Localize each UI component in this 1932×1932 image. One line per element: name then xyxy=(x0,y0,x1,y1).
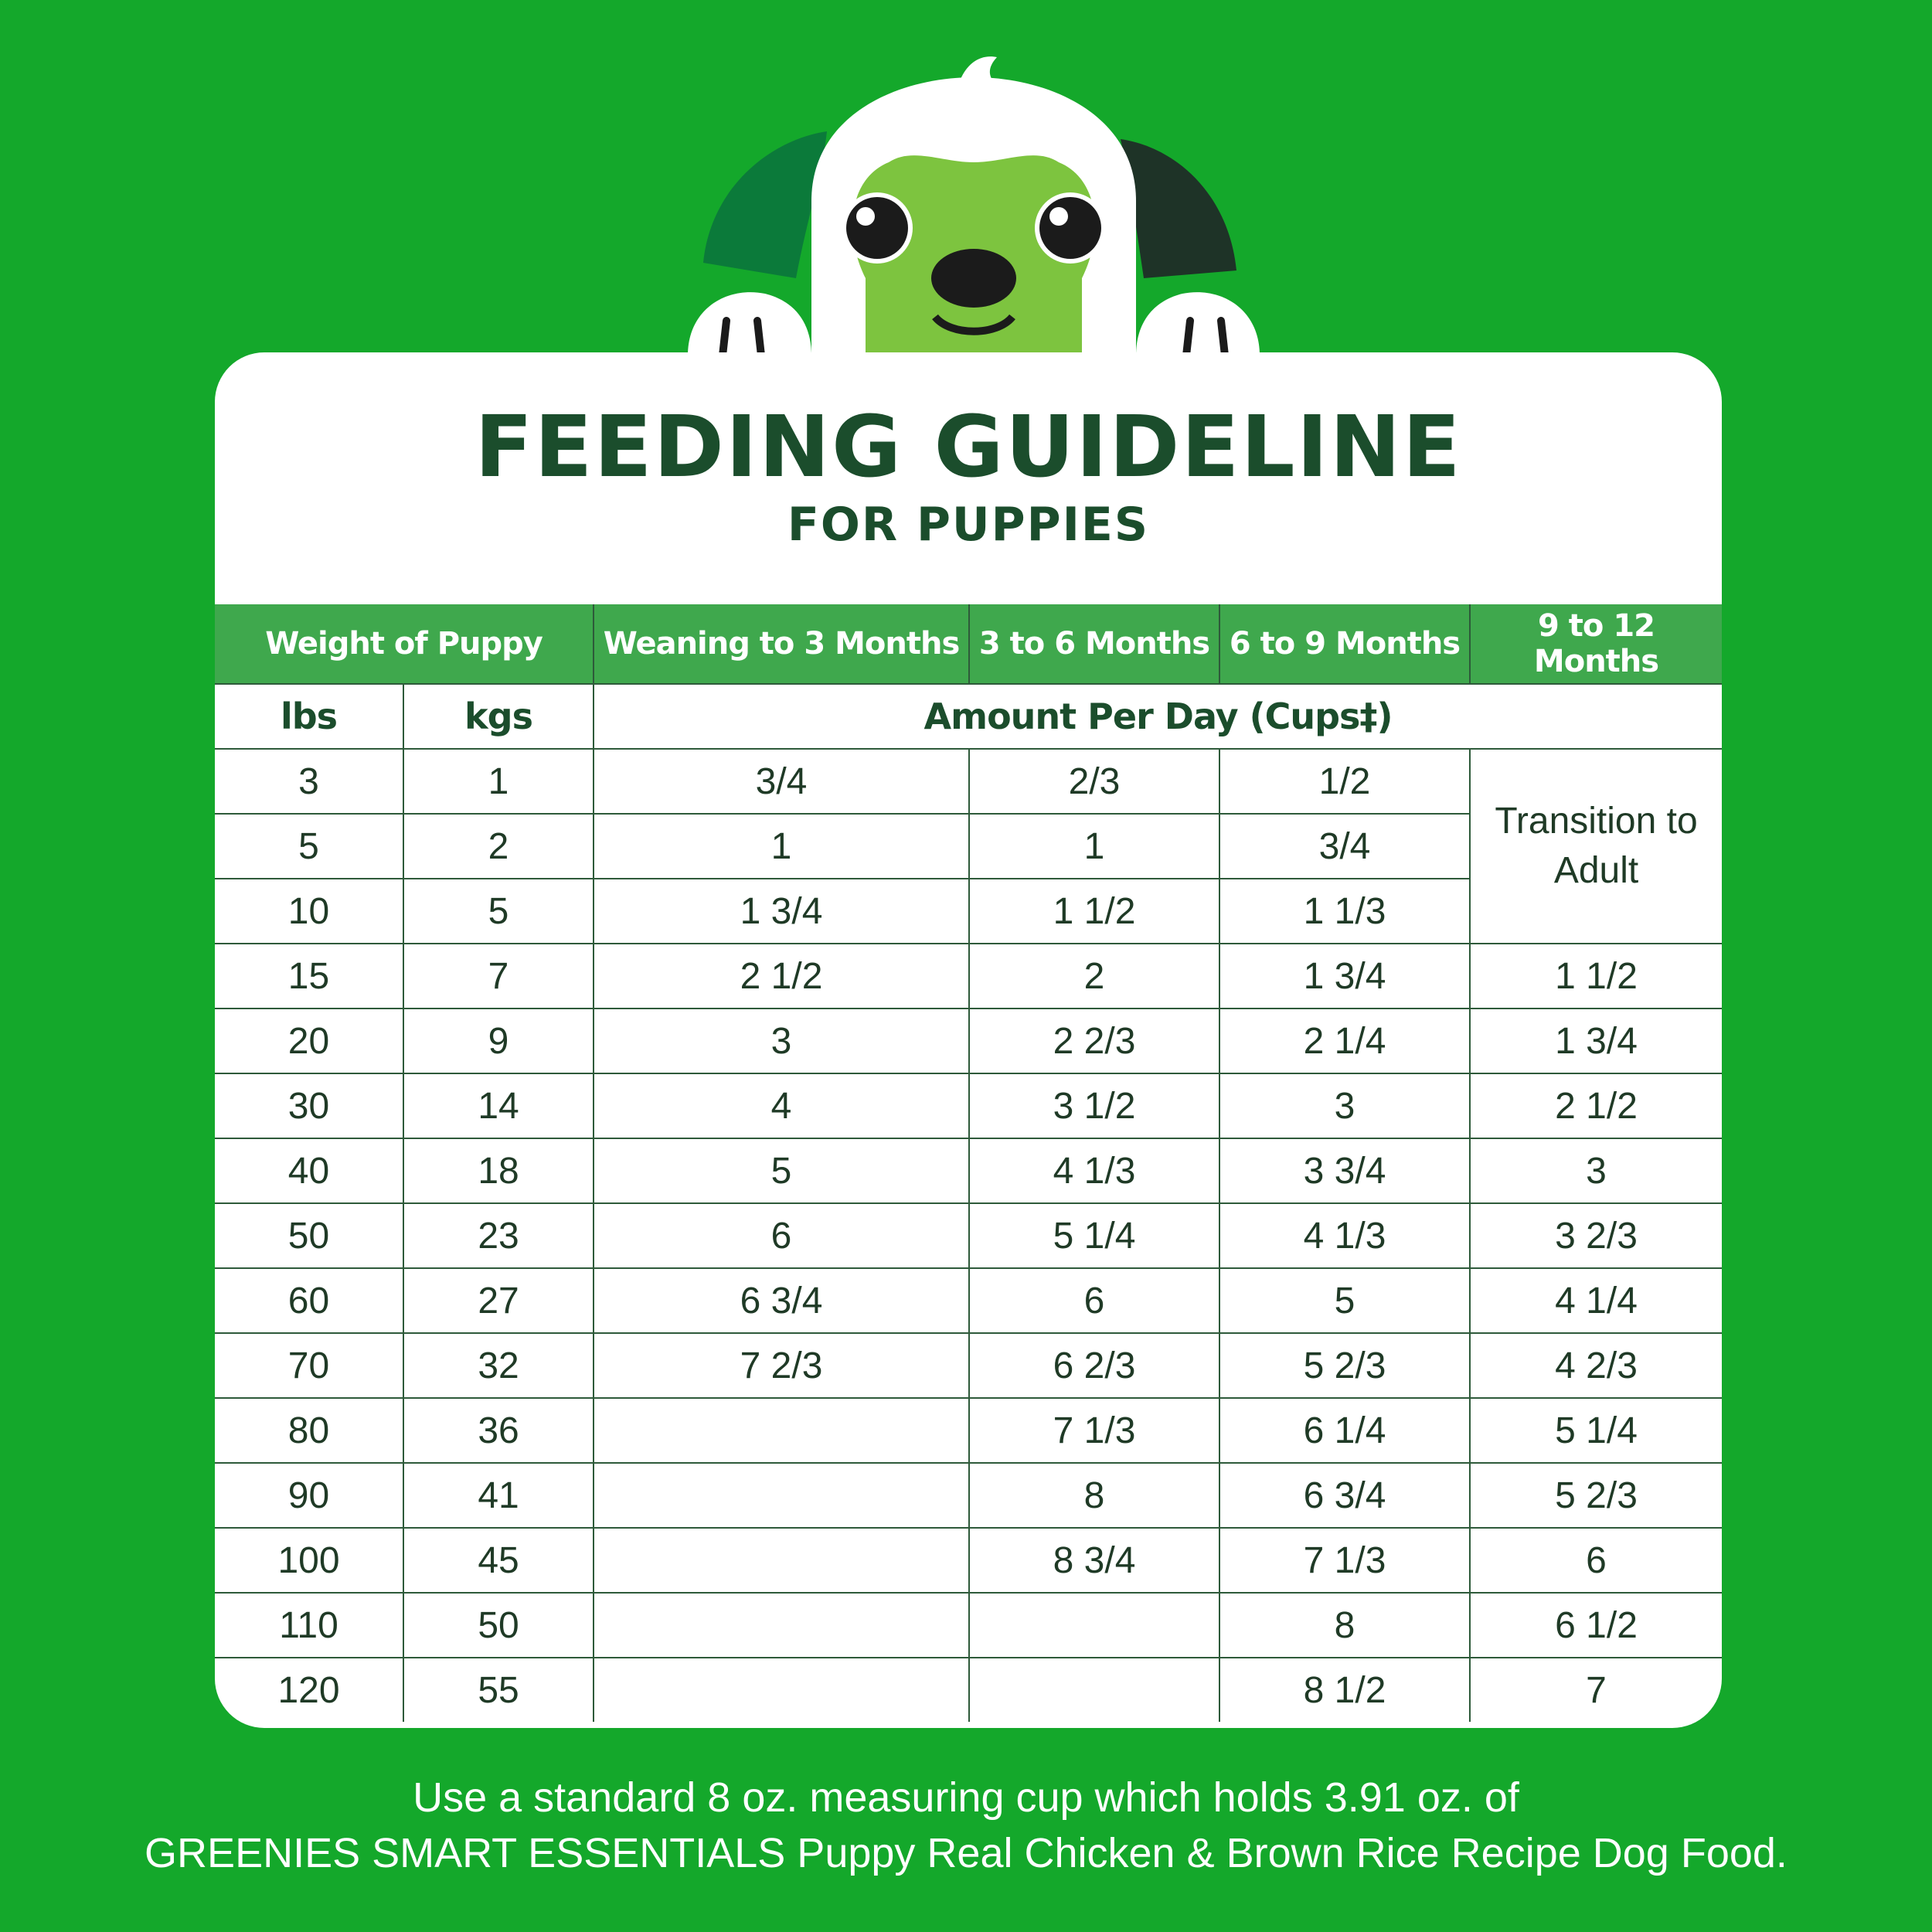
weaning-cell: 1 3/4 xyxy=(594,879,969,944)
m6-9-cell: 6 3/4 xyxy=(1219,1463,1470,1528)
m9-12-cell: 4 1/4 xyxy=(1470,1268,1722,1333)
m3-6-cell: 6 2/3 xyxy=(969,1333,1219,1398)
kgs-cell: 18 xyxy=(403,1138,594,1203)
lbs-cell: 60 xyxy=(215,1268,403,1333)
kgs-cell: 41 xyxy=(403,1463,594,1528)
m3-6-cell: 2 xyxy=(969,944,1219,1009)
feeding-guideline-card xyxy=(215,352,1722,1728)
m3-6-cell: 7 1/3 xyxy=(969,1398,1219,1463)
units-header-row xyxy=(215,684,1722,749)
period-header-row xyxy=(215,604,1722,684)
m9-12-cell: 7 xyxy=(1470,1658,1722,1722)
weaning-cell xyxy=(594,1463,969,1528)
m3-6-cell: 3 1/2 xyxy=(969,1073,1219,1138)
kgs-cell: 1 xyxy=(403,749,594,814)
weaning-cell: 1 xyxy=(594,814,969,879)
m6-9-cell: 3/4 xyxy=(1219,814,1470,879)
amount-header: Amount Per Day (Cups‡) xyxy=(594,684,1722,749)
m3-6-cell xyxy=(969,1593,1219,1658)
m6-9-cell: 3 xyxy=(1219,1073,1470,1138)
table-row xyxy=(215,1073,1722,1138)
m9-12-cell: 1 3/4 xyxy=(1470,1009,1722,1073)
period-header: 6 to 9 Months xyxy=(1219,604,1470,684)
m6-9-cell: 8 xyxy=(1219,1593,1470,1658)
kgs-cell: 27 xyxy=(403,1268,594,1333)
weaning-cell: 3/4 xyxy=(594,749,969,814)
m3-6-cell: 8 xyxy=(969,1463,1219,1528)
table-row xyxy=(215,1463,1722,1528)
m9-12-cell: 5 1/4 xyxy=(1470,1398,1722,1463)
table-row xyxy=(215,1009,1722,1073)
m3-6-cell: 1 xyxy=(969,814,1219,879)
m6-9-cell: 8 1/2 xyxy=(1219,1658,1470,1722)
lbs-cell: 20 xyxy=(215,1009,403,1073)
table-row xyxy=(215,1528,1722,1593)
m9-12-cell: 5 2/3 xyxy=(1470,1463,1722,1528)
m3-6-cell: 6 xyxy=(969,1268,1219,1333)
lbs-cell: 10 xyxy=(215,879,403,944)
transition-cell: Transition to Adult xyxy=(1470,749,1722,944)
weight-header: Weight of Puppy xyxy=(215,604,594,684)
table-row xyxy=(215,944,1722,1009)
weaning-cell xyxy=(594,1528,969,1593)
m3-6-cell: 2 2/3 xyxy=(969,1009,1219,1073)
weaning-cell: 5 xyxy=(594,1138,969,1203)
kgs-cell: 50 xyxy=(403,1593,594,1658)
page-title: FEEDING GUIDELINE xyxy=(474,397,1462,496)
table-row xyxy=(215,749,1722,814)
kgs-cell: 14 xyxy=(403,1073,594,1138)
kgs-cell: 45 xyxy=(403,1528,594,1593)
footnote xyxy=(0,1770,1932,1881)
lbs-cell: 70 xyxy=(215,1333,403,1398)
weaning-cell xyxy=(594,1658,969,1722)
puppy-mascot-icon xyxy=(680,46,1267,355)
m9-12-cell: 3 2/3 xyxy=(1470,1203,1722,1268)
table-row xyxy=(215,1203,1722,1268)
lbs-header: lbs xyxy=(215,684,403,749)
page-subtitle: FOR PUPPIES xyxy=(787,498,1150,552)
m3-6-cell: 8 3/4 xyxy=(969,1528,1219,1593)
m6-9-cell: 1 3/4 xyxy=(1219,944,1470,1009)
kgs-cell: 32 xyxy=(403,1333,594,1398)
table-row xyxy=(215,1593,1722,1658)
kgs-cell: 23 xyxy=(403,1203,594,1268)
weaning-cell: 2 1/2 xyxy=(594,944,969,1009)
lbs-cell: 110 xyxy=(215,1593,403,1658)
m6-9-cell: 6 1/4 xyxy=(1219,1398,1470,1463)
m6-9-cell: 7 1/3 xyxy=(1219,1528,1470,1593)
lbs-cell: 15 xyxy=(215,944,403,1009)
m9-12-cell: 1 1/2 xyxy=(1470,944,1722,1009)
m6-9-cell: 5 2/3 xyxy=(1219,1333,1470,1398)
m3-6-cell: 2/3 xyxy=(969,749,1219,814)
lbs-cell: 80 xyxy=(215,1398,403,1463)
weaning-cell xyxy=(594,1593,969,1658)
m6-9-cell: 5 xyxy=(1219,1268,1470,1333)
footnote-line: Use a standard 8 oz. measuring cup which holds 3.91 oz. of xyxy=(413,1774,1519,1821)
weaning-cell xyxy=(594,1398,969,1463)
table-row xyxy=(215,1268,1722,1333)
m3-6-cell: 4 1/3 xyxy=(969,1138,1219,1203)
table-row xyxy=(215,1333,1722,1398)
feeding-table xyxy=(215,604,1722,1722)
lbs-cell: 100 xyxy=(215,1528,403,1593)
period-header: 9 to 12 Months xyxy=(1470,604,1722,684)
m6-9-cell: 1/2 xyxy=(1219,749,1470,814)
lbs-cell: 3 xyxy=(215,749,403,814)
table-row xyxy=(215,1138,1722,1203)
kgs-header: kgs xyxy=(403,684,594,749)
lbs-cell: 40 xyxy=(215,1138,403,1203)
lbs-cell: 120 xyxy=(215,1658,403,1722)
lbs-cell: 5 xyxy=(215,814,403,879)
table-row xyxy=(215,1658,1722,1722)
weaning-cell: 4 xyxy=(594,1073,969,1138)
weaning-cell: 6 xyxy=(594,1203,969,1268)
lbs-cell: 90 xyxy=(215,1463,403,1528)
period-header: Weaning to 3 Months xyxy=(594,604,969,684)
lbs-cell: 30 xyxy=(215,1073,403,1138)
m6-9-cell: 2 1/4 xyxy=(1219,1009,1470,1073)
m3-6-cell: 5 1/4 xyxy=(969,1203,1219,1268)
kgs-cell: 55 xyxy=(403,1658,594,1722)
m9-12-cell: 6 xyxy=(1470,1528,1722,1593)
m3-6-cell xyxy=(969,1658,1219,1722)
weaning-cell: 7 2/3 xyxy=(594,1333,969,1398)
m3-6-cell: 1 1/2 xyxy=(969,879,1219,944)
m6-9-cell: 4 1/3 xyxy=(1219,1203,1470,1268)
m9-12-cell: 6 1/2 xyxy=(1470,1593,1722,1658)
weaning-cell: 3 xyxy=(594,1009,969,1073)
kgs-cell: 5 xyxy=(403,879,594,944)
m6-9-cell: 1 1/3 xyxy=(1219,879,1470,944)
kgs-cell: 2 xyxy=(403,814,594,879)
m9-12-cell: 3 xyxy=(1470,1138,1722,1203)
kgs-cell: 36 xyxy=(403,1398,594,1463)
footnote-line: GREENIES SMART ESSENTIALS Puppy Real Chicken & Brown Rice Recipe Dog Food. xyxy=(145,1830,1787,1876)
period-header: 3 to 6 Months xyxy=(969,604,1219,684)
m9-12-cell: 4 2/3 xyxy=(1470,1333,1722,1398)
table-row xyxy=(215,1398,1722,1463)
weaning-cell: 6 3/4 xyxy=(594,1268,969,1333)
m9-12-cell: 2 1/2 xyxy=(1470,1073,1722,1138)
m6-9-cell: 3 3/4 xyxy=(1219,1138,1470,1203)
kgs-cell: 9 xyxy=(403,1009,594,1073)
kgs-cell: 7 xyxy=(403,944,594,1009)
lbs-cell: 50 xyxy=(215,1203,403,1268)
